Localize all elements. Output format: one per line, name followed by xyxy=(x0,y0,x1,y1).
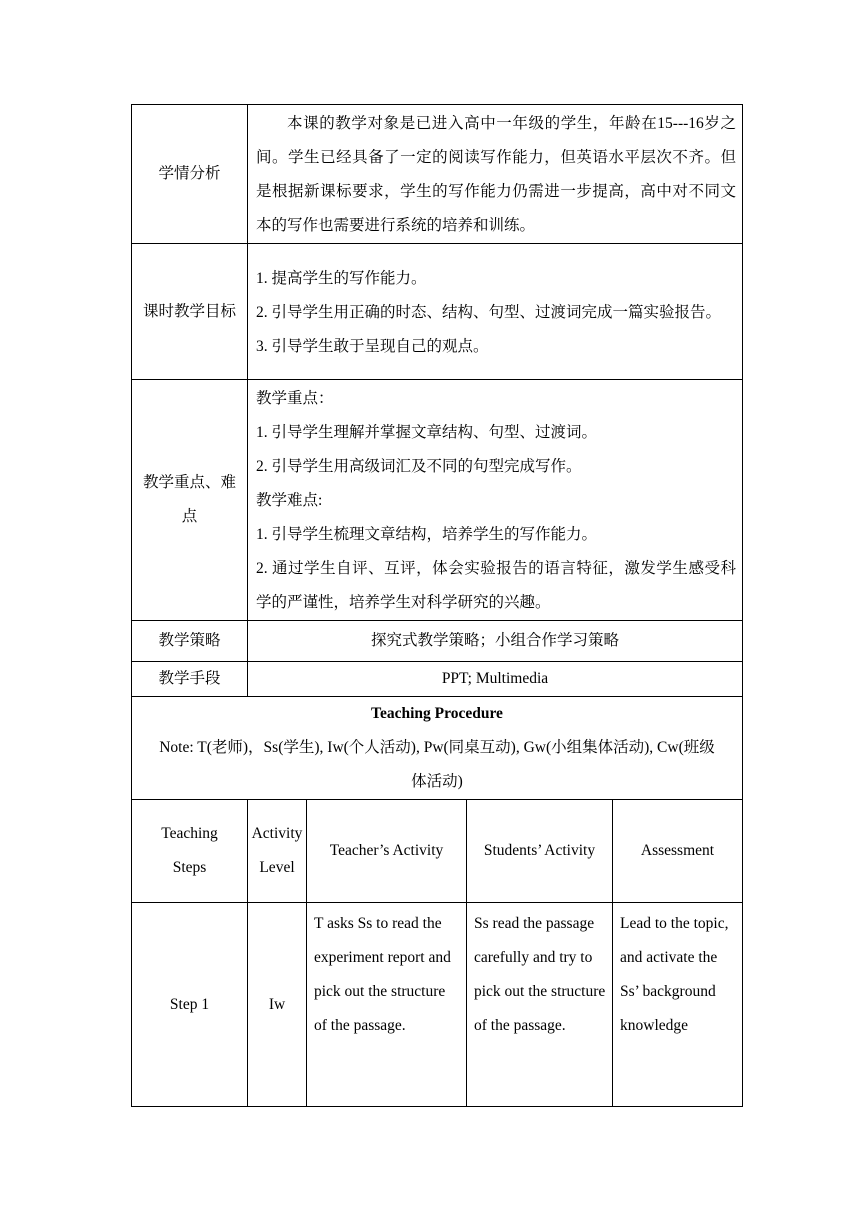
procedure-header xyxy=(132,697,743,800)
strategy-label: 教学策略 xyxy=(132,621,248,662)
analysis-text: 本课的教学对象是已进入高中一年级的学生，年龄在15---16岁之间。学生已经具备了一定的阅读写作能力，但英语水平层次不齐。但是根据新课标要求，学生的写作能力仍需进一步提高，高中对不同文本的写作也需要进行系统的培养和训练。 xyxy=(248,105,743,244)
means-value: PPT; Multimedia xyxy=(248,662,743,697)
procedure-title: Teaching Procedure xyxy=(371,705,503,722)
focus-item: 1. 引导学生理解并掌握文章结构、句型、过渡词。 xyxy=(256,424,598,441)
row-assessment: Lead to the topic, and activate the Ss’ background knowledge xyxy=(613,903,743,1107)
goal-item: 3. 引导学生敢于呈现自己的观点。 xyxy=(256,337,489,355)
procedure-note: Note: T(老师)，Ss(学生), Iw(个人活动), Pw(同桌互动), Gw(小组集体活动), Cw(班级体活动) xyxy=(159,739,715,790)
column-header-row xyxy=(132,800,743,903)
procedure-header-row xyxy=(132,697,743,800)
keypoints-label: 教学重点、难点 xyxy=(132,380,248,621)
keypoints-row xyxy=(132,380,743,621)
keypoints-content xyxy=(248,380,743,621)
analysis-row xyxy=(132,105,743,244)
lesson-plan-table xyxy=(131,104,743,1107)
goals-label: 课时教学目标 xyxy=(132,244,248,380)
difficulty-title: 教学难点: xyxy=(256,492,323,509)
row-teacher-activity: T asks Ss to read the experiment report and pick out the structure of the passage. xyxy=(307,903,467,1107)
strategy-row xyxy=(132,621,743,662)
col-header-steps: Teaching Steps xyxy=(132,800,248,903)
row-students-activity: Ss read the passage carefully and try to pick out the structure of the passage. xyxy=(467,903,613,1107)
difficulty-item: 2. 通过学生自评、互评，体会实验报告的语言特征，激发学生感受科学的严谨性，培养学生对科学研究的兴趣。 xyxy=(256,560,736,611)
goals-row xyxy=(132,244,743,380)
col-header-level: Activity Level xyxy=(248,800,307,903)
strategy-value: 探究式教学策略；小组合作学习策略 xyxy=(248,621,743,662)
goals-list xyxy=(248,244,743,380)
table-row xyxy=(132,903,743,1107)
goal-item: 1. 提高学生的写作能力。 xyxy=(256,269,427,287)
col-header-teacher: Teacher’s Activity xyxy=(307,800,467,903)
col-header-assessment: Assessment xyxy=(613,800,743,903)
row-level: Iw xyxy=(248,903,307,1107)
means-label: 教学手段 xyxy=(132,662,248,697)
focus-title: 教学重点： xyxy=(256,390,334,407)
row-step: Step 1 xyxy=(132,903,248,1107)
difficulty-item: 1. 引导学生梳理文章结构，培养学生的写作能力。 xyxy=(256,526,598,543)
goal-item: 2. 引导学生用正确的时态、结构、句型、过渡词完成一篇实验报告。 xyxy=(256,303,722,321)
focus-item: 2. 引导学生用高级词汇及不同的句型完成写作。 xyxy=(256,458,582,475)
col-header-students: Students’ Activity xyxy=(467,800,613,903)
means-row xyxy=(132,662,743,697)
analysis-label: 学情分析 xyxy=(132,105,248,244)
